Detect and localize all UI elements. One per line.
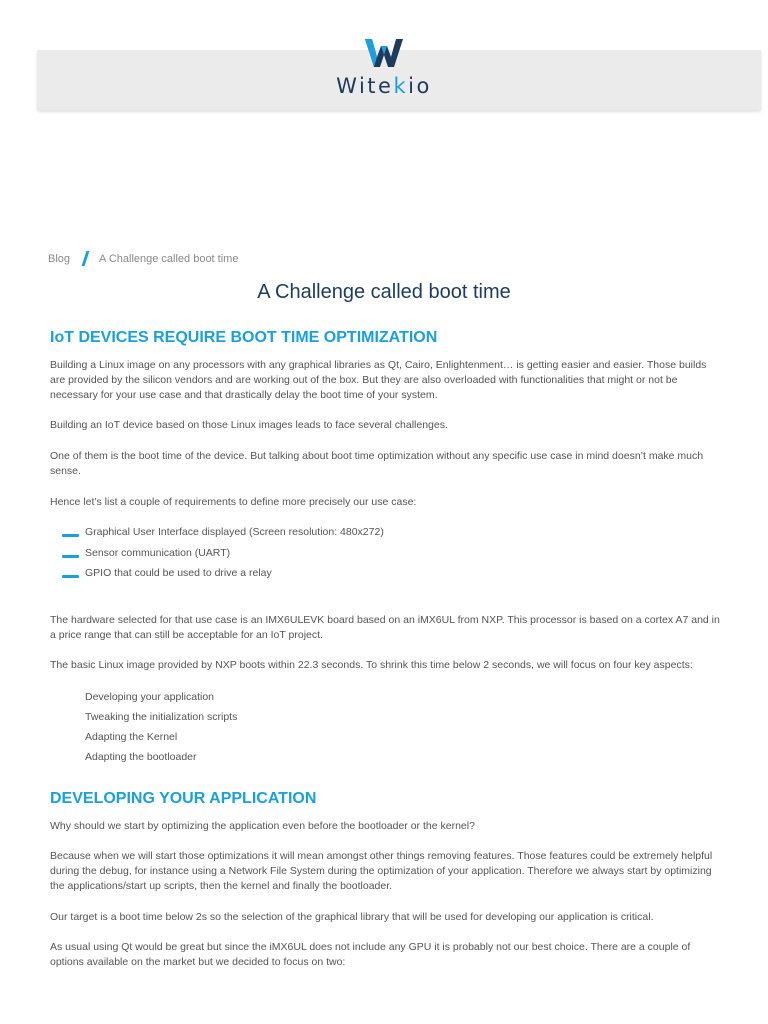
section-heading-iot: IoT DEVICES REQUIRE BOOT TIME OPTIMIZATION (50, 329, 438, 346)
requirements-list (62, 522, 384, 584)
dash-bullet-icon (62, 555, 79, 558)
logo-wordmark: Witekio (336, 74, 432, 98)
list-item: GPIO that could be used to drive a relay (62, 563, 384, 584)
paragraph: Building an IoT device based on those Linux images leads to face several challenges. (50, 419, 448, 431)
paragraph: As usual using Qt would be great but since the iMX6UL does not include any GPU it is probably not our best choice. There are a couple of options available on the market but we decided to focus on two: (50, 941, 691, 968)
dash-bullet-icon (62, 534, 79, 537)
paragraph: Our target is a boot time below 2s so the selection of the graphical library that will be used for developing our application is critical. (50, 911, 654, 923)
breadcrumb (48, 251, 238, 267)
paragraph: Hence let’s list a couple of requirements to define more precisely our use case: (50, 496, 417, 508)
paragraph: The basic Linux image provided by NXP boots within 22.3 seconds. To shrink this time below 2 seconds, we will focus on four key aspects: (50, 659, 693, 671)
list-item: Sensor communication (UART) (62, 543, 384, 564)
list-item: Developing your application (85, 691, 214, 703)
list-item: Tweaking the initialization scripts (85, 711, 238, 723)
list-item: Graphical User Interface displayed (Screen resolution: 480x272) (62, 522, 384, 543)
list-item: Adapting the bootloader (85, 751, 197, 763)
list-item: Adapting the Kernel (85, 731, 178, 743)
paragraph: Why should we start by optimizing the application even before the bootloader or the kernel? (50, 820, 475, 832)
paragraph: Building a Linux image on any processors with any graphical libraries as Qt, Cairo, Enlightenment… is getting easier and easier. Those builds are provided by the silicon vendors and are working out of the box. But they are also overloaded with functionalities that might or not be necessary for your use case and that drastically delay the boot time of your system. (50, 359, 707, 401)
dash-bullet-icon (62, 575, 79, 578)
breadcrumb-blog-link[interactable]: Blog (48, 253, 71, 265)
paragraph: The hardware selected for that use case is an IMX6ULEVK board based on an iMX6UL from NXP. This processor is based on a cortex A7 and in a price range that can still be acceptable for an IoT project. (50, 614, 720, 641)
breadcrumb-separator (82, 251, 90, 266)
paragraph: One of them is the boot time of the device. But talking about boot time optimization without any specific use case in mind doesn’t make much sense. (50, 450, 704, 477)
section-heading-application: DEVELOPING YOUR APPLICATION (50, 790, 317, 807)
paragraph: Because when we will start those optimizations it will mean amongst other things removing features. Those features could be extremely helpful during the debug, for instance using a Network File System during the optimization of your application. Therefore we always start by optimizing the applications/start up scripts, then the kernel and finally the bootloader. (50, 850, 713, 892)
page-title: A Challenge called boot time (257, 281, 511, 303)
aspects-list (85, 687, 237, 767)
witekio-logo[interactable] (320, 36, 448, 102)
breadcrumb-current: A Challenge called boot time (99, 253, 239, 265)
w-logo-icon (363, 36, 405, 70)
